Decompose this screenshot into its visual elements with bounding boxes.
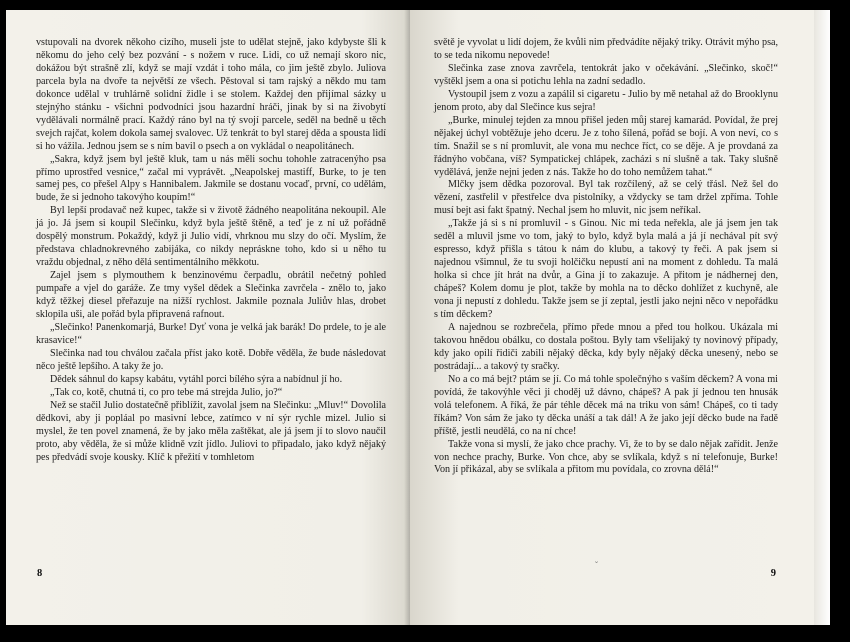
right-page bbox=[410, 10, 814, 625]
paragraph: vstupovali na dvorek někoho cizího, museli jste to udělat stejně, jako kdybyste šli k někomu do jeho celý bez pozvání - s nožem v ruce. Lidi, co už nemají skoro nic, dokážou být strašně zlí, když se mají vzdát i toho mála, co jim ještě zbylo. Juliova parcela byla na dvoře ta největší ze všech. Pěstoval si tam rajský a někdo mu tam dokonce udělal v truhlárně solidní židle i se stolem. Každej den přijímal sázky u stejnýho stánku - všichni podvodníci jsou hazardní hráči, jinak by si na živobytí vydělávali normálně prací. Každý ráno byl na tý svojí parcele, seděl na bedně u těch svejch rajčat, kolem dokola samej svalovec. Už tenkrát to byl starej děda a spousta lidí si ho vážila. Jednou jsem se s ním bavil o psech a on vykládal o neapolitánech. bbox=[36, 37, 386, 152]
page-number: 8 bbox=[37, 568, 43, 579]
paragraph: A najednou se rozbrečela, přímo přede mnou a před tou holkou. Ukázala mi takovou hnědou obálku, co dostala poštou. Byly tam všelijaký ty novinový případy, kdy jako opilí řidiči zabili nějaký děcka, kdy byly nějaký děcka unesený, nebo se postrádají... a takový ty sračky. bbox=[434, 321, 778, 372]
paragraph: „Tak co, kotě, chutná ti, co pro tebe má strejda Julio, jo?“ bbox=[50, 386, 283, 398]
paragraph: „Slečinko! Panenkomarjá, Burke! Dyť vona je velká jak barák! Do prdele, to je ale krasavice!“ bbox=[36, 321, 386, 346]
paragraph: Dědek sáhnul do kapsy kabátu, vytáhl porci bílého sýra a nabídnul jí ho. bbox=[50, 373, 343, 385]
paragraph: Zajel jsem s plymouthem k benzinovému čerpadlu, obrátil nečetný pohled pumpaře a vjel do garáže. Ze tmy vyšel dědek a Slečinka zavrčela - znělo to, jako když těžkej diesel přeřazuje na nižší rychlost. Jakmile poznala Juliův hlas, drobet sklopila uši, ale pořád byla připravená rafnout. bbox=[36, 270, 386, 321]
page-mark: ˘ bbox=[595, 560, 598, 570]
page-number: 9 bbox=[770, 568, 776, 579]
paragraph: „Sakra, když jsem byl ještě kluk, tam u nás měli sochu tohohle zatracenýho psa přímo uprostřed vesnice,“ začal mi vyprávět. „Neapolskej mastiff, Burke, to je ten samej pes, co přešel Alpy s Hannibalem. Jakmile se dostanu vocaď, první, co udělám, bude, že si jednoho takovýho koupím!“ bbox=[36, 153, 386, 204]
paragraph: Slečinka nad tou chválou začala příst jako kotě. Dobře věděla, že bude následovat něco ještě lepšího. A taky že jo. bbox=[36, 347, 386, 372]
page-edge bbox=[814, 10, 830, 625]
paragraph: „Takže já si s ní promluvil - s Ginou. Nic mi teda neřekla, ale já jsem jen tak seděl a mluvil jsme vo tom, jaký to bylo, když byla malá a já jí nechával pít svý espresso, když přišla s tátou k nám do klubu, a takový ty řeči. A pak jsem si najednou všimnul, že tu svoji holčičku nepustí ani na moment z dohledu. Ta malá holka si chce jít hrát na dvůr, a Gina jí to zakazuje. A přitom je nádhernej den, chápeš? Kolem domu je plot, takže by mohla na to děcko dohlížet z kuchyně, ale vona ji nepustí z dohledu. Takže jsem se jí zeptal, jestli jako nejni něco v nepořádku s tím děckem? bbox=[434, 218, 778, 321]
paragraph: Než se stačil Julio dostatečně přiblížit, zavolal jsem na Slečinku: „Mluv!“ Dovolila dědkovi, aby ji popláal po masivní lebce, zatímco v ní sýr rychle mizel. Julio si myslel, že ten povel znamená, že by jako měla zaštěkat, ale já jsem jí to slovo naučil proto, aby věděla, že si může klidně vzít jídlo. Juliovi to připadalo, jako když nějaký pes předvádí svoje kousky. Klíč k přežití v tomhletom bbox=[36, 399, 386, 463]
paragraph: Slečinka zase znova zavrčela, tentokrát jako v očekávání. „Slečinko, skoč!“ vyštěkl jsem a ona si potichu lehla na zadní sedadlo. bbox=[434, 62, 778, 87]
right-text-block bbox=[434, 37, 778, 477]
paragraph: Vystoupil jsem z vozu a zapálil si cigaretu - Julio by mě netahal až do Brooklynu jenom proto, aby dal Slečince kus sejra! bbox=[434, 88, 778, 113]
paragraph: Mlčky jsem dědka pozoroval. Byl tak rozčílený, až se celý třásl. Než šel do vězení, zastřelil v přestřelce dva pistolníky, a vždycky se tam držel zpříma. Tohle musí bejt asi fakt špatný. Nechal jsem ho mluvit, nic jsem neříkal. bbox=[434, 179, 778, 217]
paragraph: No a co má bejt? ptám se jí. Co má tohle společnýho s vaším děckem? A vona mi povídá, že takovýhle věci ji choděj už dávno, chápeš? A pak jí jednou ten hnusák volá telefonem. A říká, že pár téhle děcek má na triku von sám! Chápeš, co ti tady říkám? Von sám že jako ty děcka unáší a tak dál! A že jako její děcko bude na řadě příště, jestli neudělá, co na ní chce! bbox=[434, 373, 778, 437]
paragraph: Byl lepší prodavač než kupec, takže si v životě žádného neapolitána nekoupil. Ale já jo. Já jsem si koupil Slečinku, když byla ještě štěně, a teď je z ní už pořádně dospělý monstrum. Pokaždý, když ji Julio vidí, vhrknou mu slzy do očí. Myslím, že představa chladnokrevného zabijáka, co nikdy nepráskne toho, kdo si u něho tu vraždu objednal, z něho dělá sentimentálního měkkotu. bbox=[36, 205, 386, 269]
left-text-block bbox=[36, 37, 386, 464]
paragraph: Takže vona si myslí, že jako chce prachy. Vi, že to by se dalo nějak zařídit. Jenže von nechce prachy, Burke. Von chce, aby se svlíkala, když s ní telefonuje, Burke! Von jí přikázal, aby se svlíkala a přitom mu povídala, co zrovna dělá!“ bbox=[434, 438, 778, 476]
paragraph: „Burke, minulej tejden za mnou přišel jeden můj starej kamarád. Povídal, že prej nějakej úchyl vobtěžuje jeho dceru. Je z toho šílená, pořád se bojí. A von neví, co s tím. Snažil se s ní promluvit, ale vona mu nechce říct, co se děje. A je provdaná za řádnýho vobčana, víš? Sympatickej chlápek, zacházi s ní slušně a tak. Taky slušně vydělává, jenže nejni jeden z nás. Takže ho do toho nemůžem tahat.“ bbox=[434, 114, 778, 178]
left-page bbox=[6, 10, 410, 625]
paragraph: světě je vyvolat u lidí dojem, že kvůli nim předvádíte nějaký triky. Otrávit mýho psa, to se teda nikomu nepovede! bbox=[434, 37, 778, 61]
